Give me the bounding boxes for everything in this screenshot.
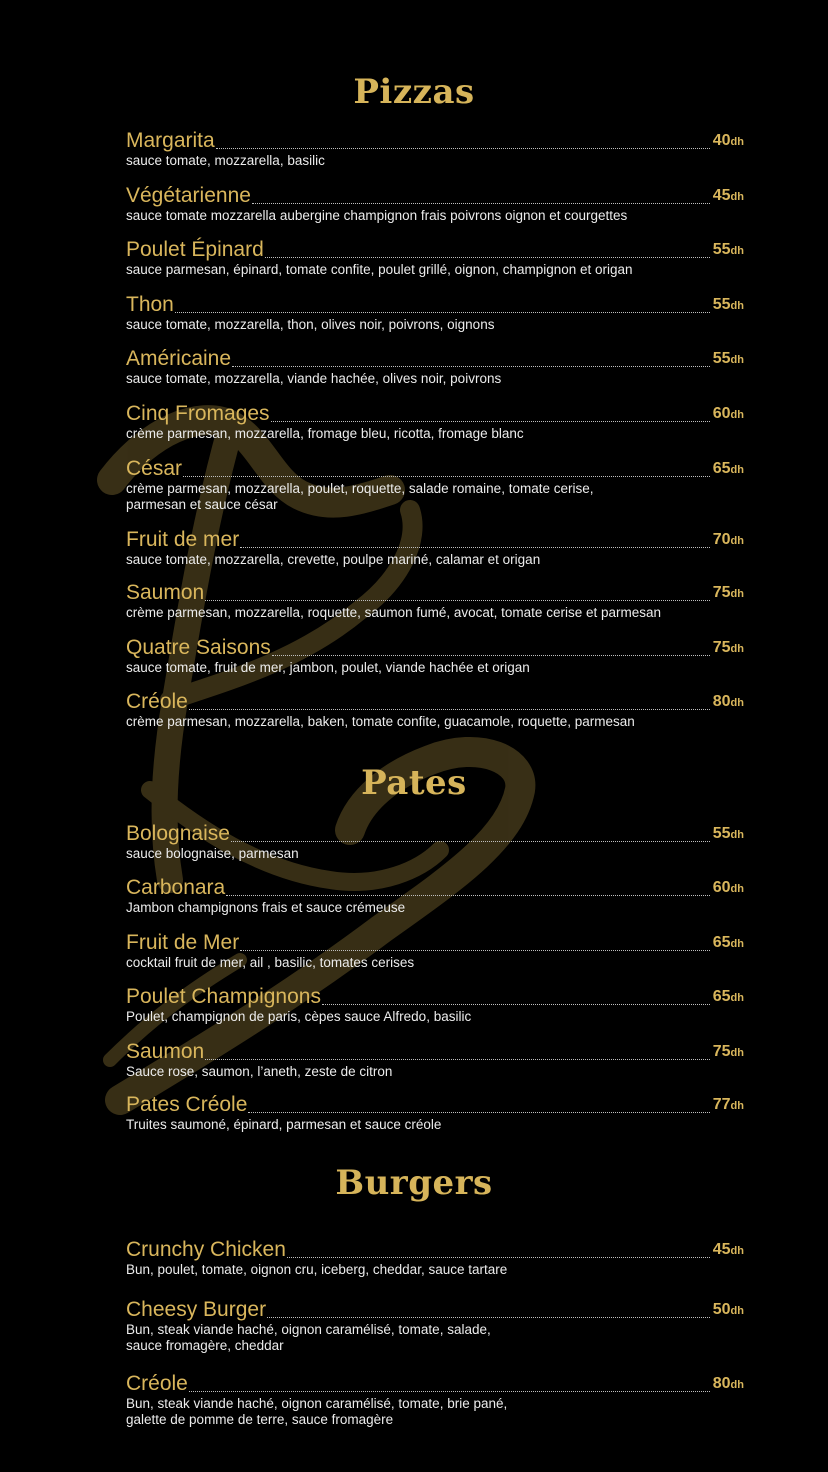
menu-item-row: [126, 581, 744, 605]
price-unit: dh: [730, 1245, 744, 1257]
dot-leader: [322, 1004, 710, 1005]
dot-leader: [240, 950, 710, 951]
menu-item-row: [126, 347, 744, 371]
price-unit: dh: [730, 1379, 744, 1391]
price-unit: dh: [730, 938, 744, 950]
price-value: 75: [712, 639, 731, 656]
menu-item-description: sauce tomate, fruit de mer, jambon, poulet, viande hachée et origan: [126, 660, 530, 675]
price-unit: dh: [730, 300, 744, 312]
price-value: 50: [712, 1301, 731, 1318]
menu-item: [126, 985, 744, 1025]
price-value: 55: [712, 350, 731, 367]
menu-item: [126, 129, 744, 169]
menu-item-row: [126, 636, 744, 660]
dot-leader: [183, 476, 710, 477]
menu-item-name: Fruit de mer: [126, 528, 240, 551]
menu-item-price: [713, 582, 744, 605]
menu-item-description: Bun, poulet, tomate, oignon cru, iceberg, cheddar, sauce tartare: [126, 1262, 508, 1277]
menu-item-price: [713, 130, 744, 153]
price-unit: dh: [730, 409, 744, 421]
menu-item-row: [126, 129, 744, 153]
menu-item-row: [126, 822, 744, 846]
menu-item: [126, 1372, 744, 1428]
menu-item-name: Pates Créole: [126, 1093, 248, 1116]
dot-leader: [265, 257, 710, 258]
menu-item-description: Poulet, champignon de paris, cèpes sauce Alfredo, basilic: [126, 1009, 472, 1024]
menu-item-description: sauce parmesan, épinard, tomate confite, poulet grillé, oignon, champignon et origan: [126, 262, 633, 277]
menu-item-name: Créole: [126, 1372, 188, 1395]
menu-item: [126, 184, 744, 224]
menu-item-name: Crunchy Chicken: [126, 1238, 286, 1261]
menu-item: [126, 457, 744, 513]
menu-item-row: [126, 1238, 744, 1262]
dot-leader: [248, 1112, 709, 1113]
menu-item-price: [713, 348, 744, 371]
menu-item-description: sauce tomate, mozzarella, viande hachée, olives noir, poivrons: [126, 371, 502, 386]
menu-item-row: [126, 876, 744, 900]
section-heading-burgers: Burgers: [335, 1163, 493, 1203]
menu-item-price: [713, 1041, 744, 1064]
menu-item-row: [126, 528, 744, 552]
dot-leader: [252, 203, 710, 204]
menu-item-description: sauce tomate, mozzarella, basilic: [126, 153, 325, 168]
menu-item-price: [713, 823, 744, 846]
menu-item-description: cocktail fruit de mer, ail , basilic, tomates cerises: [126, 955, 415, 970]
menu-item-name: Saumon: [126, 1040, 205, 1063]
menu-item-price: [713, 185, 744, 208]
menu-item-description: sauce tomate, mozzarella, crevette, poulpe mariné, calamar et origan: [126, 552, 541, 567]
menu-item: [126, 581, 744, 621]
menu-item-row: [126, 293, 744, 317]
menu-item-name: Cinq Fromages: [126, 402, 270, 425]
menu-item: [126, 1298, 744, 1354]
menu-item-price: [713, 691, 744, 714]
price-unit: dh: [730, 883, 744, 895]
menu-item-name: Poulet Champignons: [126, 985, 321, 1008]
menu-item: [126, 1093, 744, 1133]
menu-item: [126, 822, 744, 862]
menu-item-name: Margarita: [126, 129, 215, 152]
price-unit: dh: [730, 829, 744, 841]
dot-leader: [205, 600, 710, 601]
menu-item-row: [126, 1298, 744, 1322]
menu-item: [126, 238, 744, 278]
menu-item-price: [713, 529, 744, 552]
price-value: 77: [712, 1096, 731, 1113]
price-unit: dh: [730, 464, 744, 476]
price-unit: dh: [730, 535, 744, 547]
price-value: 55: [712, 825, 731, 842]
price-unit: dh: [730, 245, 744, 257]
menu-item-description: crème parmesan, mozzarella, roquette, saumon fumé, avocat, tomate cerise et parmesan: [126, 605, 661, 620]
price-value: 55: [712, 296, 731, 313]
price-unit: dh: [730, 1047, 744, 1059]
menu-item-price: [713, 294, 744, 317]
price-value: 80: [712, 1375, 731, 1392]
menu-item-row: [126, 1093, 744, 1117]
dot-leader: [231, 841, 710, 842]
menu-item-price: [713, 1239, 744, 1262]
menu-item-price: [713, 877, 744, 900]
menu-item-name: Poulet Épinard: [126, 238, 264, 261]
menu-item: [126, 347, 744, 387]
menu-item-name: Cheesy Burger: [126, 1298, 267, 1321]
menu-item-description: Sauce rose, saumon, l’aneth, zeste de citron: [126, 1064, 393, 1079]
dot-leader: [175, 312, 710, 313]
price-unit: dh: [730, 354, 744, 366]
menu-item-price: [713, 1373, 744, 1396]
price-value: 75: [712, 584, 731, 601]
menu-item-name: Carbonara: [126, 876, 226, 899]
menu-item-price: [713, 986, 744, 1009]
dot-leader: [271, 421, 710, 422]
price-unit: dh: [730, 697, 744, 709]
menu-item-price: [713, 1299, 744, 1322]
price-value: 65: [712, 988, 731, 1005]
menu-item: [126, 876, 744, 916]
menu-item-description: Bun, steak viande haché, oignon caramélisé, tomate, salade, sauce fromagère, cheddar: [126, 1322, 491, 1353]
menu-item-name: Végétarienne: [126, 184, 251, 207]
dot-leader: [232, 366, 710, 367]
price-value: 60: [712, 405, 731, 422]
menu-item-row: [126, 1372, 744, 1396]
menu-item-name: Américaine: [126, 347, 232, 370]
menu-item-description: Bun, steak viande haché, oignon caramélisé, tomate, brie pané, galette de pomme de terre, sauce fromagère: [126, 1396, 508, 1427]
section-heading-pates: Pates: [361, 763, 467, 803]
price-unit: dh: [730, 1305, 744, 1317]
menu-item: [126, 636, 744, 676]
menu-item-description: sauce tomate mozzarella aubergine champignon frais poivrons oignon et courgettes: [126, 208, 628, 223]
menu-item-description: crème parmesan, mozzarella, poulet, roquette, salade romaine, tomate cerise, parmesan et sauce césar: [126, 481, 594, 512]
menu-item-name: Bolognaise: [126, 822, 230, 845]
menu-item: [126, 1040, 744, 1080]
price-value: 65: [712, 934, 731, 951]
menu-item: [126, 528, 744, 568]
menu-item-description: Truites saumoné, épinard, parmesan et sauce créole: [126, 1117, 442, 1132]
menu-item-description: sauce tomate, mozzarella, thon, olives noir, poivrons, oignons: [126, 317, 495, 332]
menu-item-row: [126, 985, 744, 1009]
dot-leader: [287, 1257, 710, 1258]
menu-item-description: crème parmesan, mozzarella, fromage bleu, ricotta, fromage blanc: [126, 426, 524, 441]
menu-item-name: César: [126, 457, 183, 480]
menu-item-name: Fruit de Mer: [126, 931, 240, 954]
price-value: 45: [712, 187, 731, 204]
price-value: 65: [712, 460, 731, 477]
menu-item-description: crème parmesan, mozzarella, baken, tomate confite, guacamole, roquette, parmesan: [126, 714, 635, 729]
dot-leader: [226, 895, 710, 896]
price-value: 40: [712, 132, 731, 149]
price-unit: dh: [730, 992, 744, 1004]
dot-leader: [205, 1059, 710, 1060]
price-value: 70: [712, 531, 731, 548]
price-value: 75: [712, 1043, 731, 1060]
price-value: 55: [712, 241, 731, 258]
menu-item-row: [126, 238, 744, 262]
price-unit: dh: [730, 1100, 744, 1112]
menu-item-name: Quatre Saisons: [126, 636, 271, 659]
dot-leader: [240, 547, 710, 548]
menu-item: [126, 690, 744, 730]
menu-item-price: [713, 403, 744, 426]
menu-item-name: Thon: [126, 293, 174, 316]
price-value: 60: [712, 879, 731, 896]
menu-item-description: Jambon champignons frais et sauce crémeuse: [126, 900, 406, 915]
menu-item-name: Saumon: [126, 581, 205, 604]
price-unit: dh: [730, 588, 744, 600]
dot-leader: [272, 655, 710, 656]
menu-item-row: [126, 402, 744, 426]
section-heading-pizzas: Pizzas: [353, 72, 475, 112]
dot-leader: [189, 1391, 710, 1392]
menu-item-description: sauce bolognaise, parmesan: [126, 846, 299, 861]
menu-item-price: [713, 239, 744, 262]
menu-item-name: Créole: [126, 690, 188, 713]
price-unit: dh: [730, 643, 744, 655]
dot-leader: [267, 1317, 710, 1318]
dot-leader: [189, 709, 710, 710]
dot-leader: [216, 148, 710, 149]
price-value: 45: [712, 1241, 731, 1258]
menu-item-row: [126, 184, 744, 208]
menu-item: [126, 931, 744, 971]
menu-item-price: [713, 932, 744, 955]
menu-item: [126, 402, 744, 442]
menu-item-price: [713, 637, 744, 660]
menu-item-row: [126, 1040, 744, 1064]
menu-item-price: [713, 458, 744, 481]
price-value: 80: [712, 693, 731, 710]
menu-item: [126, 1238, 744, 1278]
menu-item-row: [126, 931, 744, 955]
menu-item-price: [713, 1094, 744, 1117]
menu-item: [126, 293, 744, 333]
menu-item-row: [126, 457, 744, 481]
price-unit: dh: [730, 191, 744, 203]
menu-item-row: [126, 690, 744, 714]
price-unit: dh: [730, 136, 744, 148]
